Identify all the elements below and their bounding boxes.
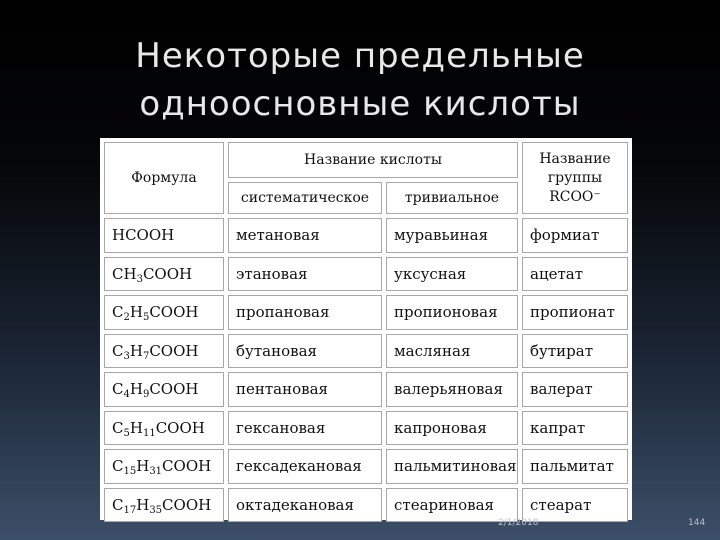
header-formula: Формула	[131, 170, 197, 186]
systematic-text: гексадекановая	[236, 457, 362, 476]
group-name-cell	[522, 334, 628, 369]
trivial-text: стеариновая	[394, 495, 494, 514]
trivial-text: уксусная	[394, 264, 467, 283]
systematic-text: пропановая	[236, 303, 330, 322]
header-acid-name: Название кислоты	[304, 152, 442, 168]
trivial-text: масляная	[394, 341, 471, 360]
slide-title-line-2: одноосновные кислоты	[139, 84, 581, 124]
slide-date: 2/1/2018	[498, 518, 539, 528]
header-systematic-cell	[228, 182, 382, 214]
header-group-line-3: RCOO⁻	[549, 188, 601, 205]
formula-cell	[104, 372, 224, 407]
formula-text: HCOOH	[112, 226, 175, 245]
trivial-text: муравьиная	[394, 226, 489, 245]
slide-page-number: 144	[688, 518, 706, 528]
systematic-name-cell	[228, 372, 382, 407]
formula-cell	[104, 334, 224, 369]
formula-cell	[104, 257, 224, 292]
formula-text: $C_{17}H_{35}COOH$	[112, 495, 212, 516]
group-name-cell	[522, 411, 628, 446]
systematic-name-cell	[228, 218, 382, 253]
group-text: капрат	[530, 418, 586, 437]
formula-cell	[104, 449, 224, 484]
group-text: формиат	[530, 226, 600, 245]
trivial-text: валерьяновая	[394, 380, 503, 399]
header-group-line-1: Название	[539, 150, 611, 167]
systematic-text: гексановая	[236, 418, 326, 437]
acids-table	[100, 138, 632, 520]
formula-text: $C_3H_7COOH$	[112, 341, 199, 362]
trivial-name-cell	[386, 488, 518, 523]
header-group-line-2: группы	[547, 169, 603, 186]
group-name-cell	[522, 449, 628, 484]
systematic-name-cell	[228, 488, 382, 523]
group-text: валерат	[530, 380, 593, 399]
group-name-cell	[522, 257, 628, 292]
group-name-cell	[522, 218, 628, 253]
formula-cell	[104, 488, 224, 523]
header-formula-cell	[104, 142, 224, 214]
formula-text: $C_5H_{11}COOH$	[112, 418, 205, 439]
slide-title-line-1: Некоторые предельные	[135, 36, 585, 76]
trivial-name-cell	[386, 334, 518, 369]
systematic-text: метановая	[236, 226, 320, 245]
systematic-text: пентановая	[236, 380, 328, 399]
group-name-cell	[522, 295, 628, 330]
systematic-text: бутановая	[236, 341, 317, 360]
systematic-text: этановая	[236, 264, 308, 283]
group-text: ацетат	[530, 264, 584, 283]
header-acid-name-cell	[228, 142, 518, 178]
trivial-name-cell	[386, 257, 518, 292]
group-text: пальмитат	[530, 457, 614, 476]
group-name-cell	[522, 372, 628, 407]
group-text: пропионат	[530, 303, 615, 322]
systematic-name-cell	[228, 257, 382, 292]
systematic-name-cell	[228, 411, 382, 446]
formula-cell	[104, 411, 224, 446]
formula-cell	[104, 295, 224, 330]
trivial-text: пропионовая	[394, 303, 498, 322]
group-text: стеарат	[530, 495, 592, 514]
trivial-name-cell	[386, 449, 518, 484]
formula-text: $C_4H_9COOH$	[112, 380, 199, 401]
group-name-cell	[522, 488, 628, 523]
trivial-name-cell	[386, 372, 518, 407]
systematic-name-cell	[228, 334, 382, 369]
trivial-name-cell	[386, 411, 518, 446]
formula-text: $C_2H_5COOH$	[112, 303, 199, 324]
systematic-name-cell	[228, 295, 382, 330]
trivial-text: капроновая	[394, 418, 487, 437]
trivial-name-cell	[386, 218, 518, 253]
trivial-name-cell	[386, 295, 518, 330]
header-group-cell	[522, 142, 628, 214]
trivial-text: пальмитиновая	[394, 457, 517, 476]
systematic-name-cell	[228, 449, 382, 484]
formula-text: $C_{15}H_{31}COOH$	[112, 457, 212, 478]
formula-cell	[104, 218, 224, 253]
header-trivial: тривиальное	[404, 190, 500, 206]
header-trivial-cell	[386, 182, 518, 214]
formula-text: $CH_3COOH$	[112, 264, 193, 285]
header-systematic: систематическое	[240, 190, 370, 206]
systematic-text: октадекановая	[236, 495, 354, 514]
group-text: бутират	[530, 341, 593, 360]
